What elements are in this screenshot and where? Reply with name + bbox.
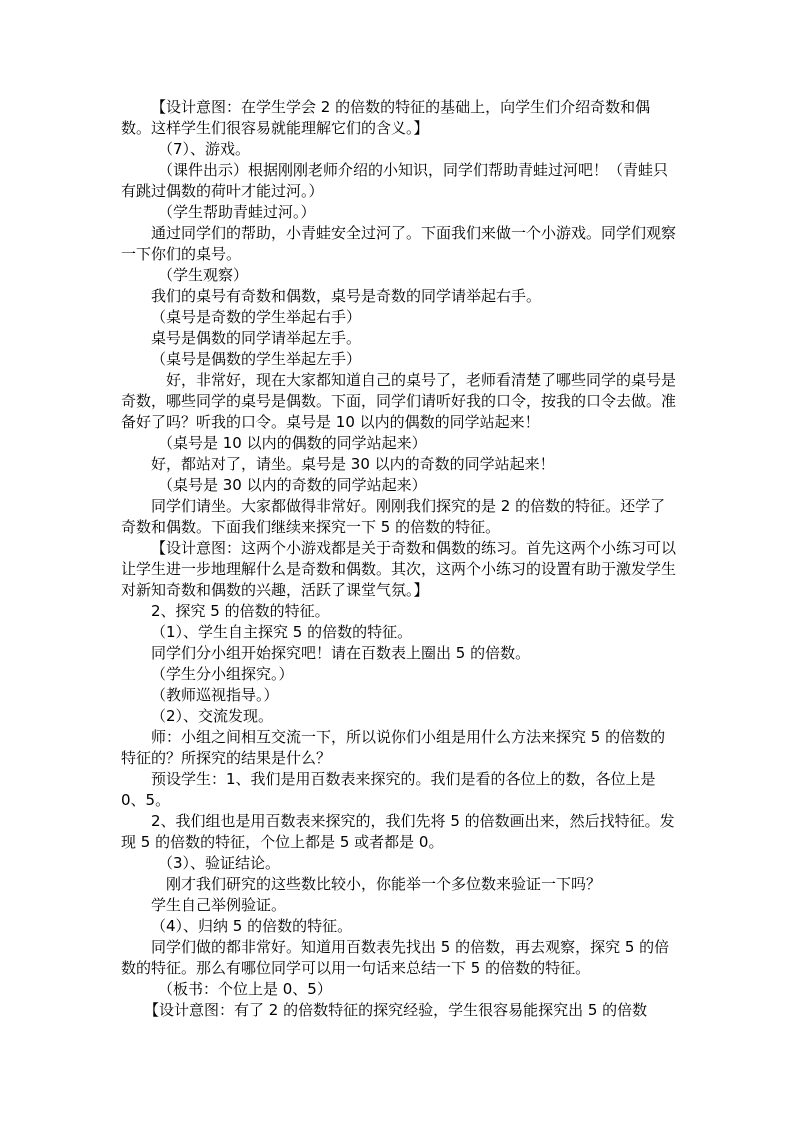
paragraph: （桌号是 10 以内的偶数的同学站起来） <box>158 434 427 452</box>
paragraph: （学生分小组探究。） <box>151 665 294 683</box>
paragraph: （1）、学生自主探究 5 的倍数的特征。 <box>151 623 413 641</box>
paragraph: 好，都站对了，请坐。桌号是 30 以内的奇数的同学站起来！ <box>151 455 555 473</box>
document-body <box>121 97 677 1021</box>
paragraph: 我们的桌号有奇数和偶数，桌号是奇数的同学请举起右手。 <box>151 287 542 305</box>
paragraph: 2、探究 5 的倍数的特征。 <box>151 602 330 620</box>
paragraph: （课件出示）根据刚刚老师介绍的小知识，同学们帮助青蛙过河吧！（青蛙只有跳过偶数的荷叶才能过河。） <box>121 161 669 200</box>
paragraph: （板书：个位上是 0、5） <box>158 980 332 998</box>
paragraph: 通过同学们的帮助，小青蛙安全过河了。下面我们来做一个小游戏。同学们观察一下你们的桌号。 <box>121 224 677 263</box>
paragraph: （3）、验证结论。 <box>158 854 281 872</box>
paragraph: 学生自己举例验证。 <box>151 896 287 914</box>
paragraph: 刚才我们研究的这些数比较小，你能举一个多位数来验证一下吗？ <box>166 875 602 893</box>
paragraph: 2、我们组也是用百数表来探究的，我们先将 5 的倍数画出来，然后找特征。发现 5 的倍数的特征，个位上都是 5 或者都是 0。 <box>121 812 675 851</box>
paragraph: （学生观察） <box>158 266 249 284</box>
paragraph: （7）、游戏。 <box>158 140 251 158</box>
paragraph: （2）、交流发现。 <box>151 707 274 725</box>
paragraph: 【设计意图：这两个小游戏都是关于奇数和偶数的练习。首先这两个小练习可以让学生进一步地理解什么是奇数和偶数。其次，这两个小练习的设置有助于激发学生对新知奇数和偶数的兴趣，活跃了课堂气氛。】 <box>121 539 677 599</box>
paragraph: 师：小组之间相互交流一下，所以说你们小组是用什么方法来探究 5 的倍数的特征的？所探究的结果是什么？ <box>121 728 666 767</box>
paragraph: 好，非常好，现在大家都知道自己的桌号了，老师看清楚了哪些同学的桌号是奇数，哪些同学的桌号是偶数。下面，同学们请听好我的口令，按我的口令去做。准备好了吗？听我的口令。桌号是 10 以内的偶数的同学站起来！ <box>121 371 677 431</box>
paragraph: （学生帮助青蛙过河。） <box>158 203 316 221</box>
paragraph: 同学们请坐。大家都做得非常好。刚刚我们探究的是 2 的倍数的特征。还学了奇数和偶数。下面我们继续来探究一下 5 的倍数的特征。 <box>121 497 666 536</box>
paragraph: 预设学生：1、我们是用百数表来探究的。我们是看的各位上的数，各位上是 0、5。 <box>121 770 661 809</box>
paragraph: （桌号是偶数的学生举起左手） <box>151 350 362 368</box>
paragraph: （桌号是奇数的学生举起右手） <box>151 308 362 326</box>
paragraph: 同学们做的都非常好。知道用百数表先找出 5 的倍数，再去观察，探究 5 的倍数的特征。那么有哪位同学可以用一句话来总结一下 5 的倍数的特征。 <box>121 938 670 977</box>
paragraph: （教师巡视指导。） <box>151 686 279 704</box>
paragraph: （4）、归纳 5 的倍数的特征。 <box>151 917 353 935</box>
paragraph: （桌号是 30 以内的奇数的同学站起来） <box>158 476 427 494</box>
paragraph: 同学们分小组开始探究吧！请在百数表上圈出 5 的倍数。 <box>151 644 531 662</box>
paragraph: 【设计意图：在学生学会 2 的倍数的特征的基础上，向学生们介绍奇数和偶数。这样学生们很容易就能理解它们的含义。】 <box>121 98 651 137</box>
paragraph: 【设计意图：有了 2 的倍数特征的探究经验，学生很容易能探究出 5 的倍数 <box>144 1001 648 1019</box>
paragraph: 桌号是偶数的同学请举起左手。 <box>151 329 362 347</box>
